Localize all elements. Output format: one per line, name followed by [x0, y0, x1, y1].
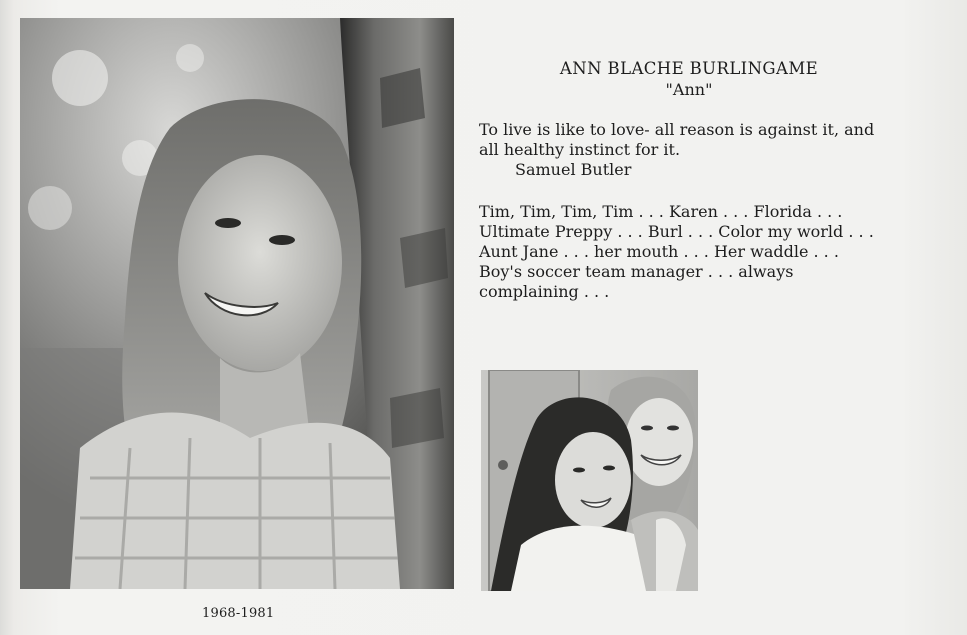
- candid-photo: [481, 370, 698, 591]
- blurb-line: Tim, Tim, Tim, Tim . . . Karen . . . Florida . . .: [479, 202, 843, 221]
- portrait-photo: [20, 18, 454, 589]
- blurb-line: Aunt Jane . . . her mouth . . . Her waddle . . .: [479, 242, 839, 261]
- blurb-line: Ultimate Preppy . . . Burl . . . Color my world . . .: [479, 222, 874, 241]
- personal-blurb: [479, 202, 919, 302]
- blurb-line: Boy's soccer team manager . . . always: [479, 262, 794, 281]
- blurb-line: complaining . . .: [479, 282, 610, 301]
- years-caption: 1968-1981: [202, 606, 275, 621]
- quote-author: Samuel Butler: [515, 160, 632, 179]
- quote-text: To live is like to love- all reason is against it, and all healthy instinct for it.: [479, 120, 875, 159]
- student-name: ANN BLACHE BURLINGAME: [559, 59, 819, 78]
- student-nickname: "Ann": [665, 80, 713, 99]
